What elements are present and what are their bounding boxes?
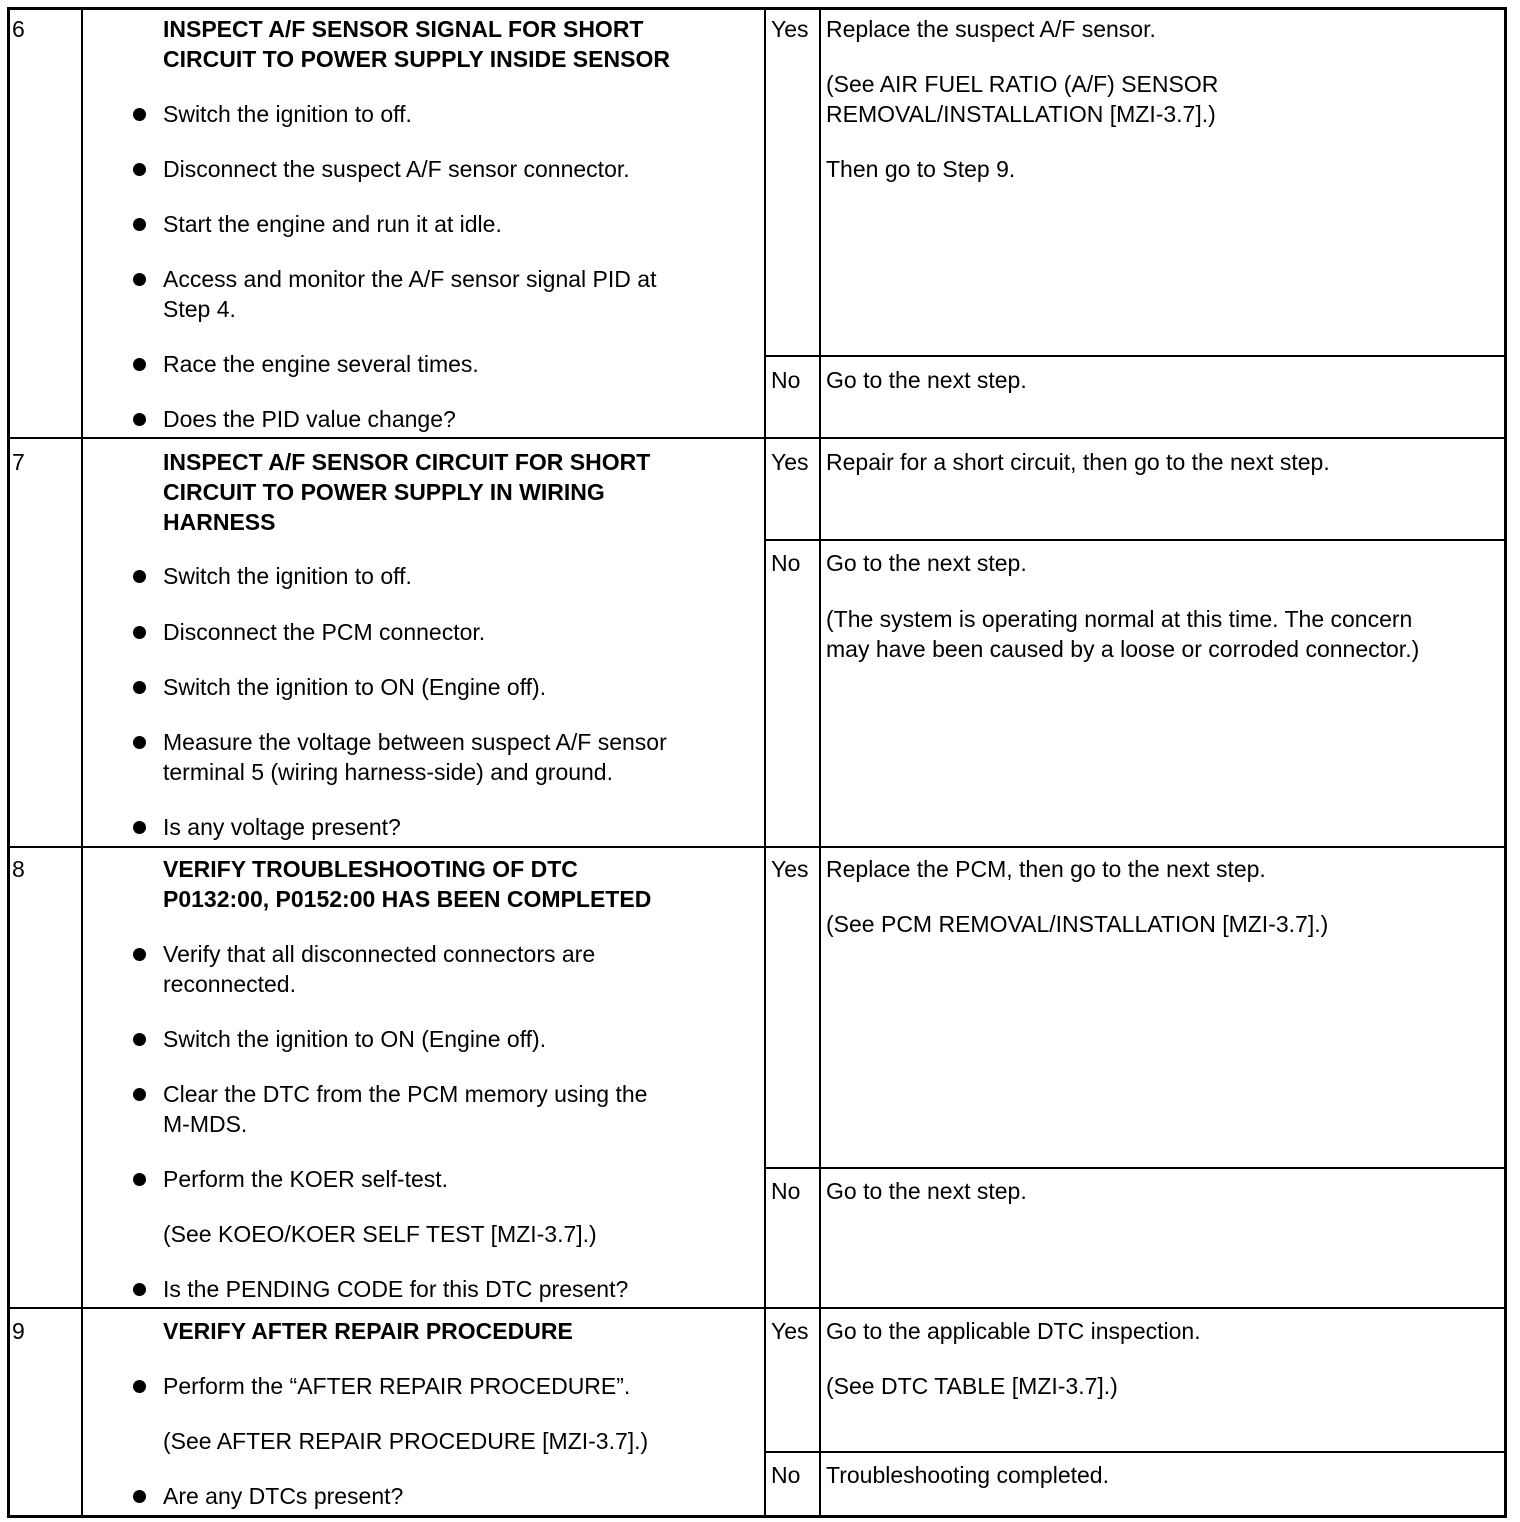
step-title: P0132:00, P0152:00 HAS BEEN COMPLETED xyxy=(163,886,652,912)
action-item: M-MDS. xyxy=(163,1111,248,1137)
action-item: Switch the ignition to ON (Engine off). xyxy=(163,674,547,700)
action-item: Clear the DTC from the PCM memory using the xyxy=(163,1081,648,1107)
step-title: CIRCUIT TO POWER SUPPLY INSIDE SENSOR xyxy=(163,46,670,72)
no-result: (The system is operating normal at this time. The concern xyxy=(826,606,1413,632)
action-item: Is the PENDING CODE for this DTC present? xyxy=(163,1276,629,1302)
bullet-icon xyxy=(133,1490,146,1503)
action-item: Access and monitor the A/F sensor signal PID at xyxy=(163,266,657,292)
bullet-icon xyxy=(133,948,146,961)
yes-no-divider xyxy=(764,1451,1507,1453)
step-number: 8 xyxy=(12,856,25,882)
step-number: 9 xyxy=(12,1318,25,1344)
bullet-icon xyxy=(133,108,146,121)
action-item: Does the PID value change? xyxy=(163,406,456,432)
action-item: Disconnect the PCM connector. xyxy=(163,619,486,645)
yes-result: (See AIR FUEL RATIO (A/F) SENSOR xyxy=(826,71,1219,97)
no-result: Troubleshooting completed. xyxy=(826,1462,1109,1488)
action-item: Is any voltage present? xyxy=(163,814,401,840)
bullet-icon xyxy=(133,1173,146,1186)
action-item: Step 4. xyxy=(163,296,236,322)
action-item: terminal 5 (wiring harness-side) and ground. xyxy=(163,759,613,785)
row-divider xyxy=(7,846,1507,848)
bullet-icon xyxy=(133,681,146,694)
bullet-icon xyxy=(133,218,146,231)
action-item: Race the engine several times. xyxy=(163,351,479,377)
step-title: VERIFY TROUBLESHOOTING OF DTC xyxy=(163,856,578,882)
action-item: Are any DTCs present? xyxy=(163,1483,404,1509)
action-item: reconnected. xyxy=(163,971,296,997)
action-item: Verify that all disconnected connectors are xyxy=(163,941,596,967)
action-item: Switch the ignition to off. xyxy=(163,563,412,589)
action-item: Measure the voltage between suspect A/F sensor xyxy=(163,729,667,755)
column-divider xyxy=(819,7,821,1518)
bullet-icon xyxy=(133,821,146,834)
step-title: VERIFY AFTER REPAIR PROCEDURE xyxy=(163,1318,573,1344)
yes-result: (See PCM REMOVAL/INSTALLATION [MZI-3.7].) xyxy=(826,911,1329,937)
yes-label: Yes xyxy=(771,1318,809,1344)
bullet-icon xyxy=(133,736,146,749)
no-label: No xyxy=(771,367,801,393)
yes-result: Repair for a short circuit, then go to the next step. xyxy=(826,449,1330,475)
yes-result: REMOVAL/INSTALLATION [MZI-3.7].) xyxy=(826,101,1216,127)
bullet-icon xyxy=(133,626,146,639)
action-item: Disconnect the suspect A/F sensor connector. xyxy=(163,156,630,182)
bullet-icon xyxy=(133,1033,146,1046)
yes-no-divider xyxy=(764,355,1507,357)
action-note: (See KOEO/KOER SELF TEST [MZI-3.7].) xyxy=(163,1221,597,1247)
no-label: No xyxy=(771,1178,801,1204)
yes-result: Replace the suspect A/F sensor. xyxy=(826,16,1156,42)
action-item: Switch the ignition to off. xyxy=(163,101,412,127)
bullet-icon xyxy=(133,358,146,371)
yes-no-divider xyxy=(764,539,1507,541)
action-item: Perform the “AFTER REPAIR PROCEDURE”. xyxy=(163,1373,631,1399)
no-result: Go to the next step. xyxy=(826,367,1027,393)
action-item: Start the engine and run it at idle. xyxy=(163,211,502,237)
step-title: HARNESS xyxy=(163,509,276,535)
no-result: Go to the next step. xyxy=(826,1178,1027,1204)
step-number: 6 xyxy=(12,16,25,42)
action-note: (See AFTER REPAIR PROCEDURE [MZI-3.7].) xyxy=(163,1428,649,1454)
yes-label: Yes xyxy=(771,449,809,475)
action-item: Switch the ignition to ON (Engine off). xyxy=(163,1026,547,1052)
bullet-icon xyxy=(133,570,146,583)
no-result: Go to the next step. xyxy=(826,550,1027,576)
bullet-icon xyxy=(133,413,146,426)
bullet-icon xyxy=(133,163,146,176)
yes-result: Then go to Step 9. xyxy=(826,156,1016,182)
column-divider xyxy=(764,7,766,1518)
row-divider xyxy=(7,437,1507,439)
step-title: INSPECT A/F SENSOR SIGNAL FOR SHORT xyxy=(163,16,644,42)
bullet-icon xyxy=(133,1283,146,1296)
no-result: may have been caused by a loose or corroded connector.) xyxy=(826,636,1420,662)
bullet-icon xyxy=(133,1380,146,1393)
no-label: No xyxy=(771,1462,801,1488)
yes-result: (See DTC TABLE [MZI-3.7].) xyxy=(826,1373,1118,1399)
step-number: 7 xyxy=(12,449,25,475)
yes-label: Yes xyxy=(771,16,809,42)
no-label: No xyxy=(771,550,801,576)
action-item: Perform the KOER self-test. xyxy=(163,1166,449,1192)
row-divider xyxy=(7,1307,1507,1309)
step-title: CIRCUIT TO POWER SUPPLY IN WIRING xyxy=(163,479,605,505)
bullet-icon xyxy=(133,273,146,286)
column-divider xyxy=(81,7,83,1518)
step-title: INSPECT A/F SENSOR CIRCUIT FOR SHORT xyxy=(163,449,651,475)
yes-label: Yes xyxy=(771,856,809,882)
yes-result: Go to the applicable DTC inspection. xyxy=(826,1318,1201,1344)
yes-no-divider xyxy=(764,1167,1507,1169)
yes-result: Replace the PCM, then go to the next step. xyxy=(826,856,1266,882)
bullet-icon xyxy=(133,1088,146,1101)
